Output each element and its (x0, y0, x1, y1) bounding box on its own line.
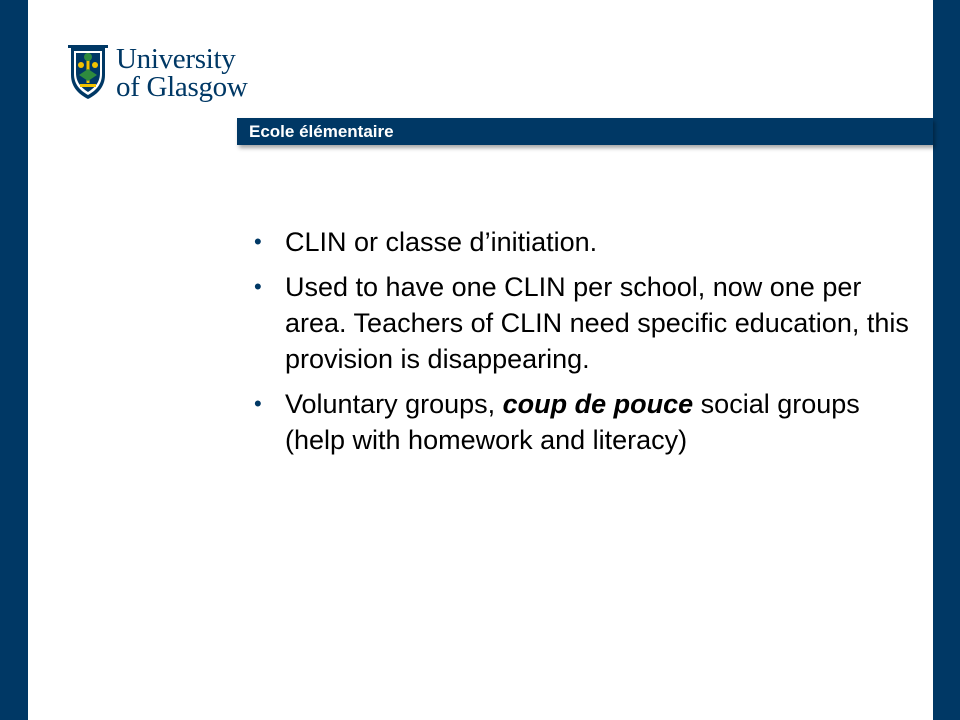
title-bar (237, 118, 933, 145)
university-wordmark (116, 42, 248, 103)
bullet-text-emphasis: coup de pouce (502, 389, 694, 419)
bullet-item (250, 224, 910, 260)
bullet-item (250, 269, 910, 377)
bullet-text: social groups (help with homework and literacy) (285, 389, 860, 455)
bullet-list (250, 224, 910, 458)
bullet-dot-icon: • (254, 274, 262, 299)
university-logo (68, 44, 248, 102)
wordmark-line-2: of Glasgow (116, 70, 248, 103)
right-navy-bar (933, 0, 960, 720)
bullet-item (250, 386, 910, 458)
slide-title: Ecole élémentaire (249, 122, 394, 141)
slide-content (250, 224, 910, 467)
university-crest-icon (68, 45, 108, 101)
bullet-text: Used to have one CLIN per school, now one per area. Teachers of CLIN need specific education, this provision is disappearing. (285, 272, 909, 374)
bullet-text: Voluntary groups, (285, 389, 503, 419)
bullet-dot-icon: • (254, 391, 262, 416)
wordmark-line-1: University (116, 42, 236, 75)
bullet-text: CLIN or classe d’initiation. (285, 227, 598, 257)
left-navy-bar (0, 0, 28, 720)
bullet-dot-icon: • (254, 229, 262, 254)
